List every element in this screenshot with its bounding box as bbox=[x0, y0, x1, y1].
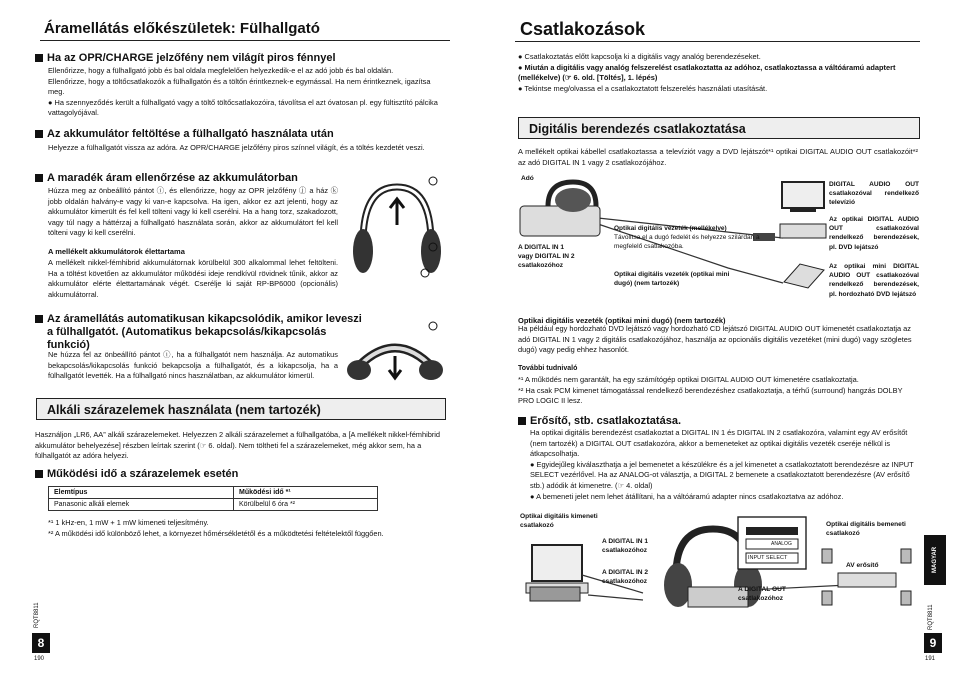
further-heading: További tudnivaló bbox=[518, 365, 578, 372]
table-header-type: Elemtípus bbox=[49, 487, 234, 499]
language-tab: MAGYAR bbox=[924, 535, 946, 585]
right-bullets: ● Csatlakoztatás előtt kapcsolja ki a digitális vagy analóg berendezéseket. ● Miután a digitális vagy analóg felszerelést csatlakoztatta az adóhoz, csatlakoztassa a váltóáramú adaptert (mellékelve) (☞ 6. old. [Töltés], 1. lépés) ● Tekintse meg/olvassa el a csatlakoztatott felszerelés használati utasítását. bbox=[518, 52, 896, 93]
amp-text: Ha optikai digitális berendezést csatlakoztat a DIGITAL IN 1 és DIGITAL IN 2 csatlakozóra, valamint egy AV erősítőt (nem tartozék) a DIGITAL OUT csatlakozóra, akkor a bemeneteket az optikai digitális vezeték cseréje nélkül is átkapcsolhatja. ● Egyidejűleg kiválaszthatja a jel bemenetet a készülékre és a jel kimenetet a csatlakoztatott berendezésre az INPUT SELECT vezérlővel. Ha az ANALOG-ot választja, a DIGITAL 2 bemenete a csatlakoztatott berendezésre (AV erősítő stb.) adódik át kimenetre. (☞ 4. oldal) ● A bemeneti jelet nem lehet átállítani, ha a váltóáramú adapter nincs csatlakoztatva az adóhoz. bbox=[530, 428, 914, 501]
s2-heading: Az akkumulátor feltöltése a fülhallgató használata után bbox=[35, 128, 455, 140]
s3-text2: A mellékelt nikkel-fémhibrid akkumulátornak körülbelül 300 alkalommal lehet feltölteni. Ha a töltést követően az akkumulátor működési ideje rendkívül rövidnek tűnik, akkor az akkumulátor elérte élettartamának végét. Cserélje ki saját RP-BP6000 (opcionális) akkumulátorral. bbox=[48, 258, 338, 299]
alkaline-text: Használjon „LR6, AA” alkáli szárazelemeket. Helyezzen 2 alkáli szárazelemet a fülhallgatóba, a [A mellékelt nikkel-fémhibrid akkumulátor behelyezése] részben leírtak szerint (☞ 6. oldal). Nem töltheti fel a szárazelemeket, még akkor sem, ha a fülhallgatót az adóra helyezi. bbox=[35, 430, 441, 461]
s3-text: Húzza meg az önbeállító pántot ⓘ, és ellenőrizze, hogy az OPR jelzőfény ⓙ a ház ⓚ jobb oldalán halvány-e vagy ki van-e kapcsolva. Ha igen, akkor ez azt jelenti, hogy az akkumulátor kimerült és fel kell tölteni vagy ki kell cserélni. Ha a hang torz, szakadozott, vagy túl nagy a háttérzaj a fülhallgató használata során, akkor az akkumulátort fel kell tölteni vagy ki kell cserélni. bbox=[48, 186, 338, 238]
amp-heading: Erősítő, stb. csatlakoztatása. bbox=[518, 415, 818, 427]
input-select-text: INPUT SELECT bbox=[748, 555, 788, 561]
right-page-title: Csatlakozások bbox=[520, 19, 646, 39]
right-footnotes: *¹ A működés nem garantált, ha egy számítógép optikai DIGITAL AUDIO OUT kimenetére csatlakoztatja. *² Ha csak PCM kimenet támogatással rendelkező berendezéshez csatlakoztatja, a térhű (surround) hangzás DOLBY PRO LOGIC II lesz. bbox=[518, 375, 903, 406]
digital-out-label: A DIGITAL OUT csatlakozóhoz bbox=[738, 586, 786, 603]
s4-text: Ne húzza fel az önbeállító pántot ⓘ, ha a fülhallgatót nem használja. Az automatikus bekapcsolás/kikapcsolás funkció bekapcsolja a fülhallgatót, és a kikapcsolja, ha a fülhallgatót levették. Ha a fülhallgató nincs használatban, az akkumulátor kimerül. bbox=[48, 350, 338, 381]
digital-in2-label: A DIGITAL IN 2 csatlakozóhoz bbox=[602, 569, 649, 586]
s1-heading: Ha az OPR/CHARGE jelzőfény nem világít piros fénnyel bbox=[35, 52, 455, 64]
left-small-page: 190 bbox=[34, 656, 45, 662]
digital-in1-label: A DIGITAL IN 1 csatlakozóhoz bbox=[602, 538, 649, 555]
input-digital-text: DIGITAL bbox=[748, 518, 770, 524]
digital-bar: Digitális berendezés csatlakoztatása bbox=[518, 117, 920, 139]
s1-text: Ellenőrizze, hogy a fülhallgató jobb és bal oldala megfelelően helyezkedik-e el az adó jobb és bal oldalán. Ellenőrizze, hogy a töltőcsatlakozók a fülhallgatón és a töltőn érintkeznek-e egymással. Ha nem érintkeznek, igazítsa meg. ● Ha szennyeződés került a fülhallgató vagy a töltő töltőcsatlakozóira, távolítsa el azt óvatosan pl. egy fültisztító pálcika vattagolyójával. bbox=[48, 66, 438, 118]
digital-in-dest-label: Optikai digitális bemeneti csatlakozó bbox=[826, 521, 906, 538]
right-page-number: 9 bbox=[924, 633, 942, 653]
mini-heading: Optikai digitális vezeték (optikai mini dugó) (nem tartozék) bbox=[518, 316, 726, 325]
s3-subhead: A mellékelt akkumulátorok élettartama bbox=[48, 247, 185, 256]
digital-intro: A mellékelt optikai kábellel csatlakoztassa a televíziót vagy a DVD lejátszót*¹ optikai DIGITAL AUDIO OUT csatlakozóit*² az adó DIGITAL IN 1 vagy 2 csatlakozójához. bbox=[518, 147, 918, 167]
right-title-rule bbox=[515, 41, 920, 42]
mini-label: Az optikai mini DIGITAL AUDIO OUT csatlakozóval rendelkező berendezések, pl. hordozható DVD lejátszó bbox=[829, 263, 919, 298]
cable1-label: Optikai digitális vezeték (mellékelve) Távolítsa el a dugó fedelét és helyezze szilárdan a megfelelő csatlakozóba. bbox=[614, 225, 760, 250]
headphone-illustration bbox=[345, 173, 445, 283]
right-small-page: 191 bbox=[925, 656, 936, 662]
tv-label: DIGITAL AUDIO OUT csatlakozóval rendelkező televízió bbox=[829, 181, 919, 207]
devices-illustration bbox=[778, 178, 828, 298]
left-page-title: Áramellátás előkészületek: Fülhallgató bbox=[44, 20, 320, 37]
digital-in-label: A DIGITAL IN 1 vagy DIGITAL IN 2 csatlakozóhoz bbox=[518, 244, 575, 270]
headphone-illustration-2 bbox=[345, 318, 445, 388]
input-analog-text: ANALOG bbox=[771, 541, 792, 547]
s4-heading: Az áramellátás automatikusan kikapcsolódik, amikor leveszi a fülhallgatót. (Automatikus bekapcsolás/kikapcsolás funkció) bbox=[35, 313, 365, 352]
mini-text: Ha például egy hordozható DVD lejátszó vagy hordozható CD lejátszó DIGITAL AUDIO OUT kimenetét csatlakoztatja az adó DIGITAL IN 1 vagy 2 digitális csatlakozójához, használja az opcionális digitális vezetéket (mini dugó) vagy szögletes dugó) vagy pedig ehhez hasonlót. bbox=[518, 324, 912, 355]
s2-text: Helyezze a fülhallgatót vissza az adóra. Az OPR/CHARGE jelzőfény piros színnel világít, és a töltés kezdetét veszi. bbox=[48, 143, 425, 152]
table-cell-type: Panasonic alkáli elemek bbox=[49, 499, 234, 511]
table-cell-time: Körülbelül 6 óra *² bbox=[233, 499, 377, 511]
alkaline-bar: Alkáli szárazelemek használata (nem tartozék) bbox=[36, 398, 446, 420]
s3-heading: A maradék áram ellenőrzése az akkumulátorban bbox=[35, 172, 365, 184]
transmitter-label: Adó bbox=[521, 175, 534, 182]
op-heading: Működési idő a szárazelemek esetén bbox=[35, 468, 335, 480]
title-rule bbox=[40, 40, 450, 41]
left-code: RQT8811 bbox=[34, 602, 40, 628]
digital-out-source-label: Optikai digitális kimeneti csatlakozó bbox=[520, 513, 598, 530]
table-header-time: Működési idő *¹ bbox=[233, 487, 377, 499]
av-amp-label: AV erősítő bbox=[846, 562, 879, 569]
left-footnotes: *¹ 1 kHz-en, 1 mW + 1 mW kimeneti teljesítmény. *² A működési idő különböző lehet, a környezet hőmérsékletétől és a működtetési feltételektől függően. bbox=[48, 518, 384, 538]
right-code: RQT8811 bbox=[928, 604, 934, 630]
operating-time-table bbox=[48, 486, 378, 511]
cable2-label: Optikai digitális vezeték (optikai mini dugó) (nem tartozék) bbox=[614, 271, 730, 288]
left-page-number: 8 bbox=[32, 633, 50, 653]
dvd-label: Az optikai DIGITAL AUDIO OUT csatlakozóval rendelkező berendezések, pl. DVD lejátszó bbox=[829, 216, 919, 251]
